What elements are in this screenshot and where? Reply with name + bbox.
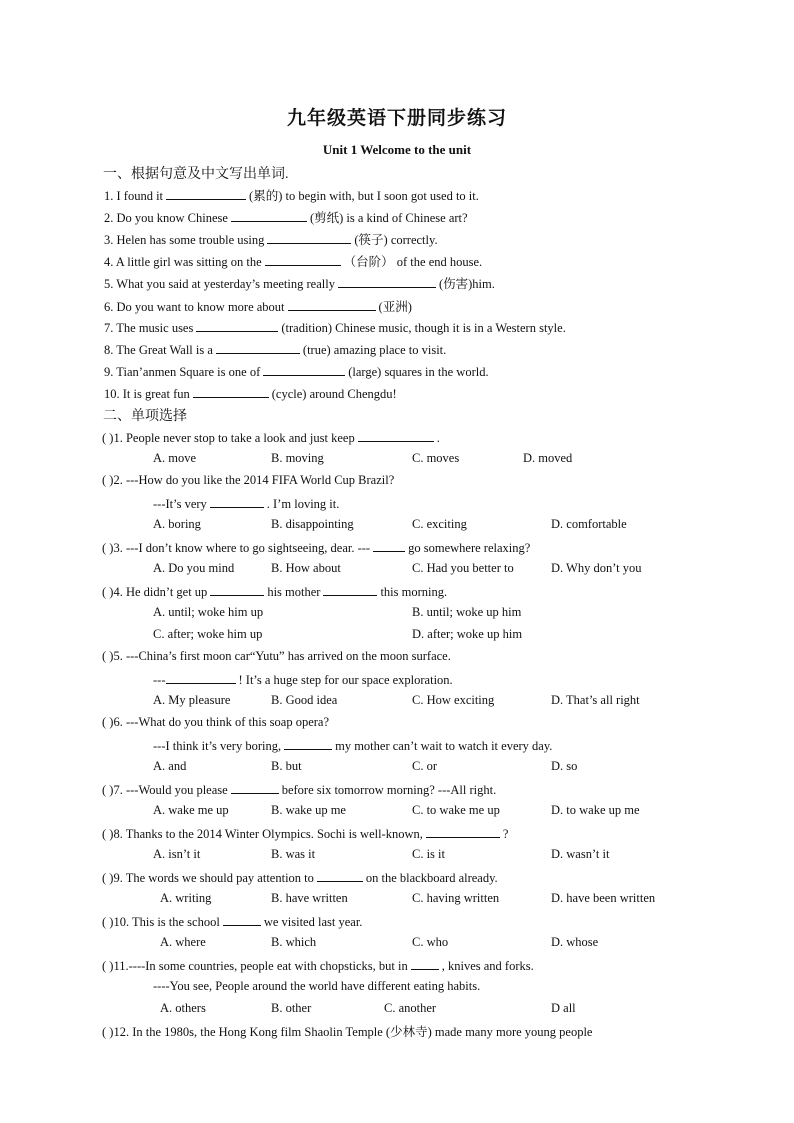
option[interactable]: C. who	[412, 935, 449, 949]
question-5: ( )5. ---China’s first moon car“Yutu” has arrived on the moon surface.	[102, 649, 451, 663]
answer-blank[interactable]	[265, 253, 341, 266]
answer-blank	[210, 583, 264, 596]
option[interactable]: D. so	[551, 759, 578, 773]
fill-item-5: 5. What you said at yesterday’s meeting really (伤害)him.	[104, 277, 495, 291]
fill-item-2: 2. Do you know Chinese (剪纸) is a kind of Chinese art?	[104, 211, 468, 225]
answer-paren[interactable]: ( )	[102, 585, 114, 599]
answer-paren[interactable]: ( )	[102, 783, 114, 797]
question-4: ( )4. He didn’t get up his mother this morning.	[102, 585, 448, 599]
question-6-line-2: ---I think it’s very boring, my mother can’t wait to watch it every day.	[153, 739, 553, 753]
option[interactable]: D. wasn’t it	[551, 847, 610, 861]
option[interactable]: B. Good idea	[271, 693, 338, 707]
answer-blank	[373, 539, 405, 552]
option[interactable]: D all	[551, 1001, 576, 1015]
answer-paren[interactable]: ( )	[102, 915, 114, 929]
question-1: ( )1. People never stop to take a look and just keep .	[102, 431, 440, 445]
answer-paren[interactable]: ( )	[102, 541, 114, 555]
option[interactable]: B. but	[271, 759, 302, 773]
answer-blank	[231, 781, 279, 794]
question-5-line-2: --- ! It’s a huge step for our space exploration.	[153, 673, 453, 687]
question-9: ( )9. The words we should pay attention to on the blackboard already.	[102, 871, 498, 885]
answer-blank	[323, 583, 377, 596]
option[interactable]: A. where	[160, 935, 206, 949]
answer-blank[interactable]	[338, 275, 436, 288]
option[interactable]: C. How exciting	[412, 693, 495, 707]
option[interactable]: A. writing	[160, 891, 212, 905]
option[interactable]: B. other	[271, 1001, 312, 1015]
question-10: ( )10. This is the school we visited last year.	[102, 915, 363, 929]
answer-blank[interactable]	[288, 298, 376, 311]
question-11-line-2: ----You see, People around the world have different eating habits.	[153, 979, 481, 993]
option[interactable]: C. is it	[412, 847, 445, 861]
answer-blank	[426, 825, 500, 838]
option[interactable]: A. wake me up	[153, 803, 229, 817]
page-title: 九年级英语下册同步练习	[286, 108, 507, 129]
option[interactable]: B. wake up me	[271, 803, 346, 817]
answer-paren[interactable]: ( )	[102, 959, 114, 973]
question-3: ( )3. ---I don’t know where to go sightseeing, dear. --- go somewhere relaxing?	[102, 541, 531, 555]
option[interactable]: B. which	[271, 935, 317, 949]
option[interactable]: A. isn’t it	[153, 847, 201, 861]
option[interactable]: A. Do you mind	[153, 561, 235, 575]
answer-blank	[166, 671, 236, 684]
answer-blank[interactable]	[267, 231, 351, 244]
answer-blank	[284, 737, 332, 750]
option[interactable]: D. Why don’t you	[551, 561, 642, 575]
answer-blank[interactable]	[166, 187, 246, 200]
option[interactable]: C. to wake me up	[412, 803, 500, 817]
option[interactable]: B. until; woke up him	[412, 605, 522, 619]
fill-item-1: 1. I found it (累的) to begin with, but I soon got used to it.	[104, 189, 479, 203]
answer-paren[interactable]: ( )	[102, 827, 114, 841]
fill-item-8: 8. The Great Wall is a (true) amazing place to visit.	[104, 343, 447, 357]
option[interactable]: C. Had you better to	[412, 561, 514, 575]
option[interactable]: C. another	[384, 1001, 437, 1015]
option[interactable]: A. until; woke him up	[153, 605, 264, 619]
question-2-line-2: ---It’s very . I’m loving it.	[153, 497, 340, 511]
option[interactable]: D. comfortable	[551, 517, 627, 531]
answer-blank	[210, 495, 264, 508]
answer-blank	[358, 429, 434, 442]
option[interactable]: B. How about	[271, 561, 341, 575]
option[interactable]: D. moved	[523, 451, 573, 465]
option[interactable]: D. whose	[551, 935, 599, 949]
option[interactable]: A. move	[153, 451, 197, 465]
option[interactable]: D. That’s all right	[551, 693, 640, 707]
section-1-heading: 一、根据句意及中文写出单词.	[103, 167, 289, 182]
option[interactable]: B. was it	[271, 847, 316, 861]
fill-item-3: 3. Helen has some trouble using (筷子) correctly.	[104, 233, 438, 247]
answer-paren[interactable]: ( )	[102, 1025, 114, 1039]
answer-blank[interactable]	[231, 209, 307, 222]
option[interactable]: C. exciting	[412, 517, 467, 531]
option[interactable]: A. others	[160, 1001, 206, 1015]
fill-item-9: 9. Tian’anmen Square is one of (large) squares in the world.	[104, 365, 489, 379]
option[interactable]: C. moves	[412, 451, 460, 465]
option[interactable]: A. My pleasure	[153, 693, 231, 707]
question-12: ( )12. In the 1980s, the Hong Kong film Shaolin Temple (少林寺) made many more young people	[102, 1025, 593, 1039]
answer-paren[interactable]: ( )	[102, 431, 114, 445]
unit-subtitle: Unit 1 Welcome to the unit	[322, 142, 472, 157]
answer-paren[interactable]: ( )	[102, 871, 114, 885]
section-2-heading: 二、单项选择	[103, 409, 187, 424]
answer-blank[interactable]	[216, 341, 300, 354]
option[interactable]: A. boring	[153, 517, 201, 531]
fill-item-10: 10. It is great fun (cycle) around Chengdu!	[104, 387, 397, 401]
answer-blank[interactable]	[263, 363, 345, 376]
option[interactable]: C. after; woke him up	[153, 627, 263, 641]
fill-item-7: 7. The music uses (tradition) Chinese music, though it is in a Western style.	[104, 321, 566, 335]
answer-paren[interactable]: ( )	[102, 473, 114, 487]
question-7: ( )7. ---Would you please before six tomorrow morning? ---All right.	[102, 783, 497, 797]
option[interactable]: C. or	[412, 759, 437, 773]
answer-paren[interactable]: ( )	[102, 649, 114, 663]
question-2: ( )2. ---How do you like the 2014 FIFA World Cup Brazil?	[102, 473, 395, 487]
option[interactable]: C. having written	[412, 891, 500, 905]
option[interactable]: D. to wake up me	[551, 803, 640, 817]
fill-item-6: 6. Do you want to know more about (亚洲)	[104, 300, 412, 314]
option[interactable]: D. after; woke up him	[412, 627, 523, 641]
option[interactable]: B. moving	[271, 451, 324, 465]
fill-item-4: 4. A little girl was sitting on the （台阶） of the end house.	[104, 255, 483, 269]
option[interactable]: B. disappointing	[271, 517, 354, 531]
option[interactable]: B. have written	[271, 891, 348, 905]
question-6: ( )6. ---What do you think of this soap opera?	[102, 715, 330, 729]
question-8: ( )8. Thanks to the 2014 Winter Olympics. Sochi is well-known, ?	[102, 827, 509, 841]
answer-blank[interactable]	[193, 385, 269, 398]
answer-blank	[411, 957, 439, 970]
option[interactable]: D. have been written	[551, 891, 656, 905]
option[interactable]: A. and	[153, 759, 187, 773]
answer-blank	[223, 913, 261, 926]
answer-blank[interactable]	[196, 319, 278, 332]
question-11: ( )11.----In some countries, people eat with chopsticks, but in , knives and forks.	[102, 959, 534, 973]
answer-paren[interactable]: ( )	[102, 715, 114, 729]
answer-blank	[317, 869, 363, 882]
